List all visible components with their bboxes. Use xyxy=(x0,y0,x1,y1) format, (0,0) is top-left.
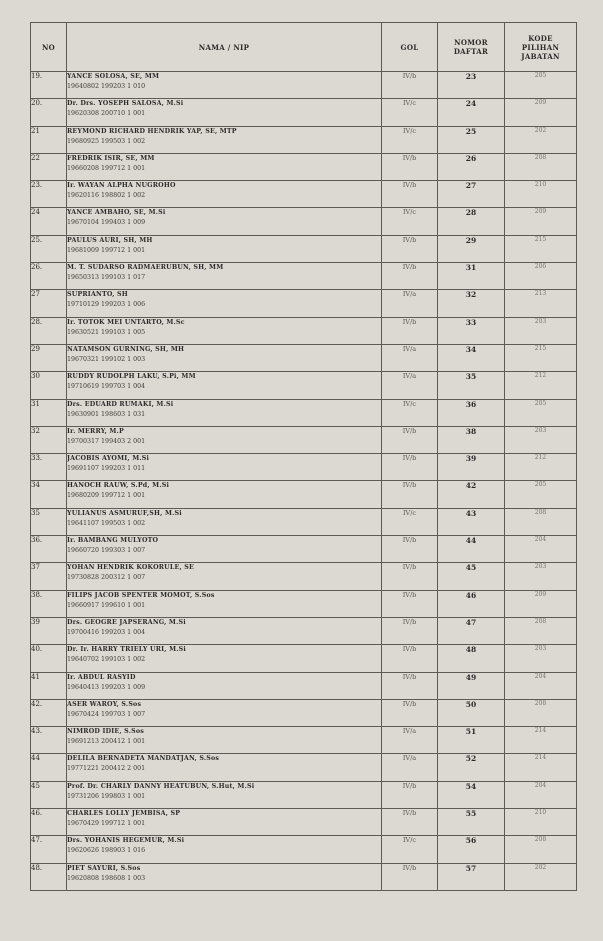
row-gol: IV/b xyxy=(382,263,438,290)
row-gol: IV/b xyxy=(382,699,438,726)
row-nomor-daftar: 24 xyxy=(438,99,505,126)
row-nip: 19691107 199203 1 011 xyxy=(67,465,146,473)
row-name-nip xyxy=(67,863,382,890)
row-nip: 19670321 199102 1 003 xyxy=(67,355,146,363)
table-row xyxy=(31,454,577,481)
row-kode-jabatan: 202 xyxy=(505,863,577,890)
table-row xyxy=(31,72,577,99)
row-gol: IV/b xyxy=(382,235,438,262)
row-nama: ASER WAROY, S.Sos xyxy=(67,700,142,708)
row-nomor-daftar: 23 xyxy=(438,72,505,99)
row-gol: IV/b xyxy=(382,536,438,563)
table-body xyxy=(31,72,577,891)
row-kode-jabatan: 208 xyxy=(505,508,577,535)
table-row xyxy=(31,263,577,290)
row-gol: IV/c xyxy=(382,399,438,426)
row-number: 42. xyxy=(31,699,67,726)
row-name-nip xyxy=(67,372,382,399)
row-nip: 19650313 199103 1 017 xyxy=(67,274,146,282)
row-nip: 19641107 199503 1 002 xyxy=(67,519,146,527)
row-gol: IV/b xyxy=(382,317,438,344)
row-kode-jabatan: 203 xyxy=(505,563,577,590)
row-nomor-daftar: 44 xyxy=(438,536,505,563)
table-row xyxy=(31,699,577,726)
row-kode-jabatan: 203 xyxy=(505,645,577,672)
table-row xyxy=(31,836,577,863)
row-number: 19. xyxy=(31,72,67,99)
header-kode-line3: JABATAN xyxy=(521,51,560,61)
row-kode-jabatan: 208 xyxy=(505,617,577,644)
row-kode-jabatan: 204 xyxy=(505,536,577,563)
row-nip: 19640702 199103 1 002 xyxy=(67,656,146,664)
row-gol: IV/b xyxy=(382,426,438,453)
row-nomor-daftar: 48 xyxy=(438,645,505,672)
row-number: 34 xyxy=(31,481,67,508)
row-number: 32 xyxy=(31,426,67,453)
row-number: 20. xyxy=(31,99,67,126)
row-nomor-daftar: 50 xyxy=(438,699,505,726)
row-kode-jabatan: 205 xyxy=(505,72,577,99)
row-nomor-daftar: 38 xyxy=(438,426,505,453)
table-row xyxy=(31,508,577,535)
row-nama: Dr. Ir. HARRY TRIELY URI, M.Si xyxy=(67,646,186,654)
table-header-row xyxy=(31,23,577,72)
row-nip: 19660208 199712 1 001 xyxy=(67,164,146,172)
table-row xyxy=(31,672,577,699)
table-row xyxy=(31,727,577,754)
row-name-nip xyxy=(67,699,382,726)
row-kode-jabatan: 206 xyxy=(505,263,577,290)
row-name-nip xyxy=(67,836,382,863)
row-nip: 19620308 200710 1 001 xyxy=(67,110,146,118)
row-name-nip xyxy=(67,727,382,754)
table-row xyxy=(31,781,577,808)
table-row xyxy=(31,809,577,836)
row-nip: 19640802 199203 1 010 xyxy=(67,83,146,90)
header-nomor-line1: NOMOR xyxy=(454,38,488,47)
header-nama-nip: NAMA / NIP xyxy=(67,23,382,72)
row-nama: Prof. Dr. CHARLY DANNY HEATUBUN, S.Hut, M.Si xyxy=(67,782,255,790)
row-name-nip xyxy=(67,153,382,180)
row-nip: 19620808 198608 1 003 xyxy=(67,874,146,882)
row-name-nip xyxy=(67,781,382,808)
row-number: 21 xyxy=(31,126,67,153)
table-row xyxy=(31,481,577,508)
row-nomor-daftar: 36 xyxy=(438,399,505,426)
row-nama: Drs. GEOGRE JAPSERANG, M.Si xyxy=(67,618,186,626)
row-number: 25. xyxy=(31,235,67,262)
row-gol: IV/b xyxy=(382,863,438,890)
table-row xyxy=(31,344,577,371)
row-name-nip xyxy=(67,317,382,344)
row-nip: 19681009 199712 1 001 xyxy=(67,246,146,254)
row-gol: IV/a xyxy=(382,344,438,371)
row-nomor-daftar: 26 xyxy=(438,153,505,180)
row-kode-jabatan: 208 xyxy=(505,699,577,726)
row-gol: IV/c xyxy=(382,508,438,535)
row-number: 23. xyxy=(31,181,67,208)
row-gol: IV/b xyxy=(382,781,438,808)
row-name-nip xyxy=(67,426,382,453)
row-number: 27 xyxy=(31,290,67,317)
row-gol: IV/a xyxy=(382,727,438,754)
row-number: 47. xyxy=(31,836,67,863)
row-name-nip xyxy=(67,399,382,426)
row-number: 33. xyxy=(31,454,67,481)
row-nomor-daftar: 52 xyxy=(438,754,505,781)
row-nip: 19670429 199712 1 001 xyxy=(67,820,146,828)
row-nama: PIET SAYURI, S.Sos xyxy=(67,864,141,872)
row-nip: 19710619 199703 1 004 xyxy=(67,383,146,391)
row-gol: IV/b xyxy=(382,590,438,617)
row-nomor-daftar: 29 xyxy=(438,235,505,262)
row-number: 30 xyxy=(31,372,67,399)
row-nama: FREDRIK ISIR, SE, MM xyxy=(67,154,155,162)
row-nama: YANCE SOLOSA, SE, MM xyxy=(67,73,160,80)
row-nama: REYMOND RICHARD HENDRIK YAP, SE, MTP xyxy=(67,127,237,135)
row-nip: 19670424 199703 1 007 xyxy=(67,710,146,718)
row-nomor-daftar: 51 xyxy=(438,727,505,754)
row-name-nip xyxy=(67,290,382,317)
row-kode-jabatan: 214 xyxy=(505,754,577,781)
row-number: 40. xyxy=(31,645,67,672)
row-name-nip xyxy=(67,563,382,590)
row-nip: 19630521 199103 1 005 xyxy=(67,328,146,336)
row-name-nip xyxy=(67,344,382,371)
row-number: 26. xyxy=(31,263,67,290)
row-nama: YOHAN HENDRIK KOKORULE, SE xyxy=(67,564,195,572)
row-number: 48. xyxy=(31,863,67,890)
row-gol: IV/b xyxy=(382,672,438,699)
row-kode-jabatan: 215 xyxy=(505,235,577,262)
table-row xyxy=(31,863,577,890)
row-nip: 19730828 200312 1 007 xyxy=(67,574,146,582)
row-kode-jabatan: 202 xyxy=(505,126,577,153)
row-name-nip xyxy=(67,454,382,481)
row-nomor-daftar: 27 xyxy=(438,181,505,208)
row-kode-jabatan: 212 xyxy=(505,454,577,481)
row-kode-jabatan: 208 xyxy=(505,836,577,863)
header-gol: GOL xyxy=(382,23,438,72)
table-row xyxy=(31,536,577,563)
row-gol: IV/a xyxy=(382,372,438,399)
row-number: 24 xyxy=(31,208,67,235)
row-nama: PAULUS AURI, SH, MH xyxy=(67,236,153,244)
row-nama: Ir. MERRY, M.P xyxy=(67,427,124,435)
row-number: 28. xyxy=(31,317,67,344)
table-row xyxy=(31,99,577,126)
row-nama: NATAMSON GURNING, SH, MH xyxy=(67,345,185,353)
row-nama: NIMROD IDIE, S.Sos xyxy=(67,728,144,736)
row-nip: 19680209 199712 1 001 xyxy=(67,492,146,500)
row-kode-jabatan: 204 xyxy=(505,781,577,808)
row-gol: IV/b xyxy=(382,481,438,508)
row-number: 38. xyxy=(31,590,67,617)
row-gol: IV/b xyxy=(382,809,438,836)
row-number: 22 xyxy=(31,153,67,180)
row-name-nip xyxy=(67,617,382,644)
row-nip: 19620116 198802 1 002 xyxy=(67,192,146,200)
row-kode-jabatan: 210 xyxy=(505,181,577,208)
row-gol: IV/b xyxy=(382,563,438,590)
row-name-nip xyxy=(67,809,382,836)
row-nomor-daftar: 57 xyxy=(438,863,505,890)
row-gol: IV/c xyxy=(382,208,438,235)
row-kode-jabatan: 203 xyxy=(505,426,577,453)
row-nama: YANCE AMBAHO, SE, M.Si xyxy=(67,209,166,217)
row-nomor-daftar: 33 xyxy=(438,317,505,344)
row-kode-jabatan: 208 xyxy=(505,153,577,180)
row-kode-jabatan: 213 xyxy=(505,290,577,317)
row-nomor-daftar: 55 xyxy=(438,809,505,836)
row-nama: DELILA BERNADETA MANDATJAN, S.Sos xyxy=(67,755,220,763)
row-gol: IV/b xyxy=(382,645,438,672)
row-nip: 19670104 199403 1 009 xyxy=(67,219,146,227)
row-number: 45 xyxy=(31,781,67,808)
row-name-nip xyxy=(67,536,382,563)
row-kode-jabatan: 204 xyxy=(505,672,577,699)
table-row xyxy=(31,399,577,426)
row-name-nip xyxy=(67,590,382,617)
row-kode-jabatan: 203 xyxy=(505,317,577,344)
row-gol: IV/b xyxy=(382,153,438,180)
row-name-nip xyxy=(67,508,382,535)
table-row xyxy=(31,181,577,208)
row-nip: 19700317 199403 2 001 xyxy=(67,437,146,445)
row-name-nip xyxy=(67,126,382,153)
header-kode-line2: PILIHAN xyxy=(521,42,560,52)
row-number: 29 xyxy=(31,344,67,371)
row-gol: IV/b xyxy=(382,454,438,481)
row-nip: 19680925 199503 1 002 xyxy=(67,137,146,145)
table-row xyxy=(31,563,577,590)
row-nomor-daftar: 25 xyxy=(438,126,505,153)
row-nomor-daftar: 43 xyxy=(438,508,505,535)
row-nip: 19691213 200412 1 001 xyxy=(67,738,146,746)
row-kode-jabatan: 210 xyxy=(505,809,577,836)
row-nip: 19700416 199203 1 004 xyxy=(67,628,146,636)
row-name-nip xyxy=(67,263,382,290)
table-row xyxy=(31,290,577,317)
row-number: 37 xyxy=(31,563,67,590)
row-name-nip xyxy=(67,481,382,508)
row-nama: YULIANUS ASMURUF,SH, M.Si xyxy=(67,509,182,517)
row-gol: IV/b xyxy=(382,181,438,208)
row-nomor-daftar: 46 xyxy=(438,590,505,617)
table-row xyxy=(31,617,577,644)
table-row xyxy=(31,153,577,180)
row-gol: IV/c xyxy=(382,126,438,153)
row-nama: JACOBIS AYOMI, M.Si xyxy=(67,455,150,463)
row-gol: IV/a xyxy=(382,290,438,317)
header-nomor-daftar xyxy=(438,23,505,72)
row-kode-jabatan: 212 xyxy=(505,372,577,399)
row-nomor-daftar: 35 xyxy=(438,372,505,399)
row-nama: Drs. EDUARD RUMAKI, M.Si xyxy=(67,400,174,408)
row-gol: IV/b xyxy=(382,617,438,644)
table-row xyxy=(31,754,577,781)
row-number: 31 xyxy=(31,399,67,426)
table-row xyxy=(31,426,577,453)
table-row xyxy=(31,372,577,399)
row-gol: IV/c xyxy=(382,99,438,126)
row-nama: HANOCH RAUW, S.Pd, M.Si xyxy=(67,482,170,490)
row-name-nip xyxy=(67,181,382,208)
row-nip: 19660917 199610 1 001 xyxy=(67,601,146,609)
table-row xyxy=(31,126,577,153)
header-kode-pilihan-jabatan xyxy=(505,23,577,72)
row-nama: Dr. Drs. YOSEPH SALOSA, M.Si xyxy=(67,100,184,108)
row-name-nip xyxy=(67,208,382,235)
header-nomor-line2: DAFTAR xyxy=(453,47,489,56)
row-gol: IV/c xyxy=(382,836,438,863)
table-row xyxy=(31,590,577,617)
row-nama: Ir. ABDUL RASYID xyxy=(67,673,136,681)
header-no: NO xyxy=(31,23,67,72)
row-nama: Ir. WAYAN ALPHA NUGROHO xyxy=(67,182,176,190)
row-nama: RUDDY RUDOLPH LAKU, S.Pi, MM xyxy=(67,373,196,381)
row-name-nip xyxy=(67,72,382,99)
header-kode-line1: KODE xyxy=(528,33,553,43)
row-kode-jabatan: 205 xyxy=(505,481,577,508)
row-nomor-daftar: 42 xyxy=(438,481,505,508)
row-nama: Ir. TOTOK MEI UNTARTO, M.Sc xyxy=(67,318,185,326)
row-nomor-daftar: 28 xyxy=(438,208,505,235)
row-kode-jabatan: 205 xyxy=(505,399,577,426)
table-row xyxy=(31,235,577,262)
row-nama: M. T. SUDARSO RADMAERUBUN, SH, MM xyxy=(67,264,224,272)
row-kode-jabatan: 209 xyxy=(505,590,577,617)
row-name-nip xyxy=(67,645,382,672)
row-nama: FILIPS JACOB SPENTER MOMOT, S.Sos xyxy=(67,591,215,599)
row-nip: 19630901 198603 1 031 xyxy=(67,410,146,418)
row-nomor-daftar: 54 xyxy=(438,781,505,808)
row-nip: 19710129 199203 1 006 xyxy=(67,301,146,309)
row-kode-jabatan: 214 xyxy=(505,727,577,754)
table-row xyxy=(31,317,577,344)
row-number: 39 xyxy=(31,617,67,644)
row-gol: IV/b xyxy=(382,72,438,99)
row-nama: Ir. BAMBANG MULYOTO xyxy=(67,537,159,545)
row-nip: 19640413 199203 1 009 xyxy=(67,683,146,691)
table-row xyxy=(31,645,577,672)
row-number: 41 xyxy=(31,672,67,699)
row-nama: CHARLES LOLLY JEMBISA, SP xyxy=(67,810,181,818)
row-nip: 19660720 199303 1 007 xyxy=(67,547,146,555)
row-gol: IV/a xyxy=(382,754,438,781)
row-name-nip xyxy=(67,235,382,262)
row-number: 43. xyxy=(31,727,67,754)
row-nomor-daftar: 31 xyxy=(438,263,505,290)
row-nomor-daftar: 45 xyxy=(438,563,505,590)
row-nomor-daftar: 32 xyxy=(438,290,505,317)
row-nomor-daftar: 56 xyxy=(438,836,505,863)
row-number: 36. xyxy=(31,536,67,563)
row-kode-jabatan: 215 xyxy=(505,344,577,371)
candidate-table xyxy=(30,22,577,891)
row-nip: 19771221 200412 2 001 xyxy=(67,765,146,773)
row-nomor-daftar: 49 xyxy=(438,672,505,699)
row-nomor-daftar: 39 xyxy=(438,454,505,481)
row-nama: Drs. YOHANIS HEGEMUR, M.Si xyxy=(67,837,185,845)
row-nomor-daftar: 47 xyxy=(438,617,505,644)
row-name-nip xyxy=(67,99,382,126)
row-nip: 19620626 198903 1 016 xyxy=(67,847,146,855)
row-kode-jabatan: 209 xyxy=(505,99,577,126)
row-number: 46. xyxy=(31,809,67,836)
row-number: 35 xyxy=(31,508,67,535)
row-name-nip xyxy=(67,672,382,699)
table-row xyxy=(31,208,577,235)
row-number: 44 xyxy=(31,754,67,781)
row-kode-jabatan: 209 xyxy=(505,208,577,235)
row-nama: SUPRIANTO, SH xyxy=(67,291,128,299)
row-name-nip xyxy=(67,754,382,781)
row-nip: 19731206 199803 1 001 xyxy=(67,792,146,800)
row-nomor-daftar: 34 xyxy=(438,344,505,371)
